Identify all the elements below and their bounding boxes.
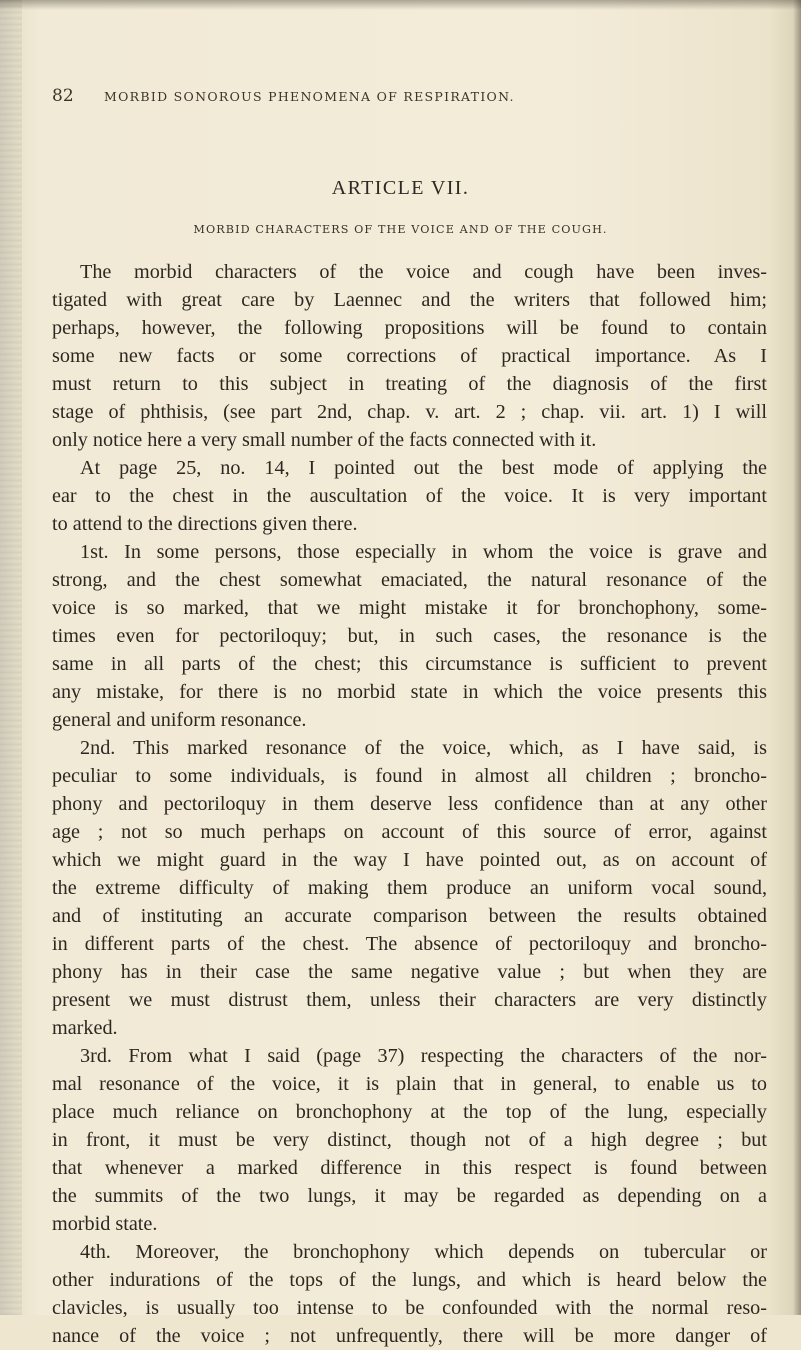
- text-line: the extreme difficulty of making them produce an uniform vocal sound,: [52, 877, 767, 899]
- text-line: 1st. In some persons, those especially in whom the voice is grave and: [80, 541, 767, 563]
- text-line: phony and pectoriloquy in them deserve less confidence than at any other: [52, 793, 767, 815]
- text-line: in different parts of the chest. The absence of pectoriloquy and broncho-: [52, 933, 767, 955]
- text-line: phony has in their case the same negative value ; but when they are: [52, 961, 767, 983]
- article-subtitle: MORBID CHARACTERS OF THE VOICE AND OF THE COUGH.: [193, 223, 608, 236]
- text-line: only notice here a very small number of the facts connected with it.: [52, 429, 597, 451]
- text-line: same in all parts of the chest; this circumstance is sufficient to prevent: [52, 653, 767, 675]
- text-line: perhaps, however, the following propositions will be found to contain: [52, 317, 767, 339]
- text-line: to attend to the directions given there.: [52, 513, 358, 535]
- text-line: general and uniform resonance.: [52, 709, 307, 731]
- page-number: 82: [52, 86, 74, 106]
- text-line: the summits of the two lungs, it may be regarded as depending on a: [52, 1185, 767, 1207]
- text-line: some new facts or some corrections of practical importance. As I: [52, 345, 767, 367]
- text-line: 3rd. From what I said (page 37) respecting the characters of the nor-: [80, 1045, 767, 1067]
- text-line: marked.: [52, 1017, 118, 1039]
- text-line: nance of the voice ; not unfrequently, there will be more danger of: [52, 1325, 767, 1347]
- text-line: clavicles, is usually too intense to be confounded with the normal reso-: [52, 1297, 767, 1319]
- text-line: that whenever a marked difference in this respect is found between: [52, 1157, 767, 1179]
- text-line: age ; not so much perhaps on account of this source of error, against: [52, 821, 767, 843]
- running-title: MORBID SONOROUS PHENOMENA OF RESPIRATION.: [104, 89, 515, 104]
- page-top-shadow: [0, 0, 801, 10]
- article-title: ARTICLE VII.: [331, 177, 470, 199]
- text-line: peculiar to some individuals, is found in almost all children ; broncho-: [52, 765, 767, 787]
- text-line: 2nd. This marked resonance of the voice, which, as I have said, is: [80, 737, 767, 759]
- text-line: place much reliance on bronchophony at the top of the lung, especially: [52, 1101, 767, 1123]
- text-line: At page 25, no. 14, I pointed out the best mode of applying the: [80, 457, 767, 479]
- text-line: stage of phthisis, (see part 2nd, chap. v. art. 2 ; chap. vii. art. 1) I will: [52, 401, 767, 423]
- text-line: 4th. Moreover, the bronchophony which depends on tubercular or: [80, 1241, 767, 1263]
- text-line: The morbid characters of the voice and cough have been inves-: [80, 261, 767, 283]
- text-line: voice is so marked, that we might mistake it for bronchophony, some-: [52, 597, 767, 619]
- text-line: mal resonance of the voice, it is plain that in general, to enable us to: [52, 1073, 767, 1095]
- text-line: strong, and the chest somewhat emaciated, the natural resonance of the: [52, 569, 767, 591]
- text-line: in front, it must be very distinct, though not of a high degree ; but: [52, 1129, 767, 1151]
- running-head: [52, 86, 772, 106]
- text-line: and of instituting an accurate comparison between the results obtained: [52, 905, 767, 927]
- text-line: other indurations of the tops of the lungs, and which is heard below the: [52, 1269, 767, 1291]
- text-line: morbid state.: [52, 1213, 158, 1235]
- text-line: which we might guard in the way I have pointed out, as on account of: [52, 849, 767, 871]
- text-line: present we must distrust them, unless their characters are very distinctly: [52, 989, 767, 1011]
- text-line: ear to the chest in the auscultation of the voice. It is very important: [52, 485, 767, 507]
- text-line: any mistake, for there is no morbid state in which the voice presents this: [52, 681, 767, 703]
- text-line: times even for pectoriloquy; but, in such cases, the resonance is the: [52, 625, 767, 647]
- text-line: tigated with great care by Laennec and the writers that followed him;: [52, 289, 767, 311]
- text-line: must return to this subject in treating of the diagnosis of the first: [52, 373, 767, 395]
